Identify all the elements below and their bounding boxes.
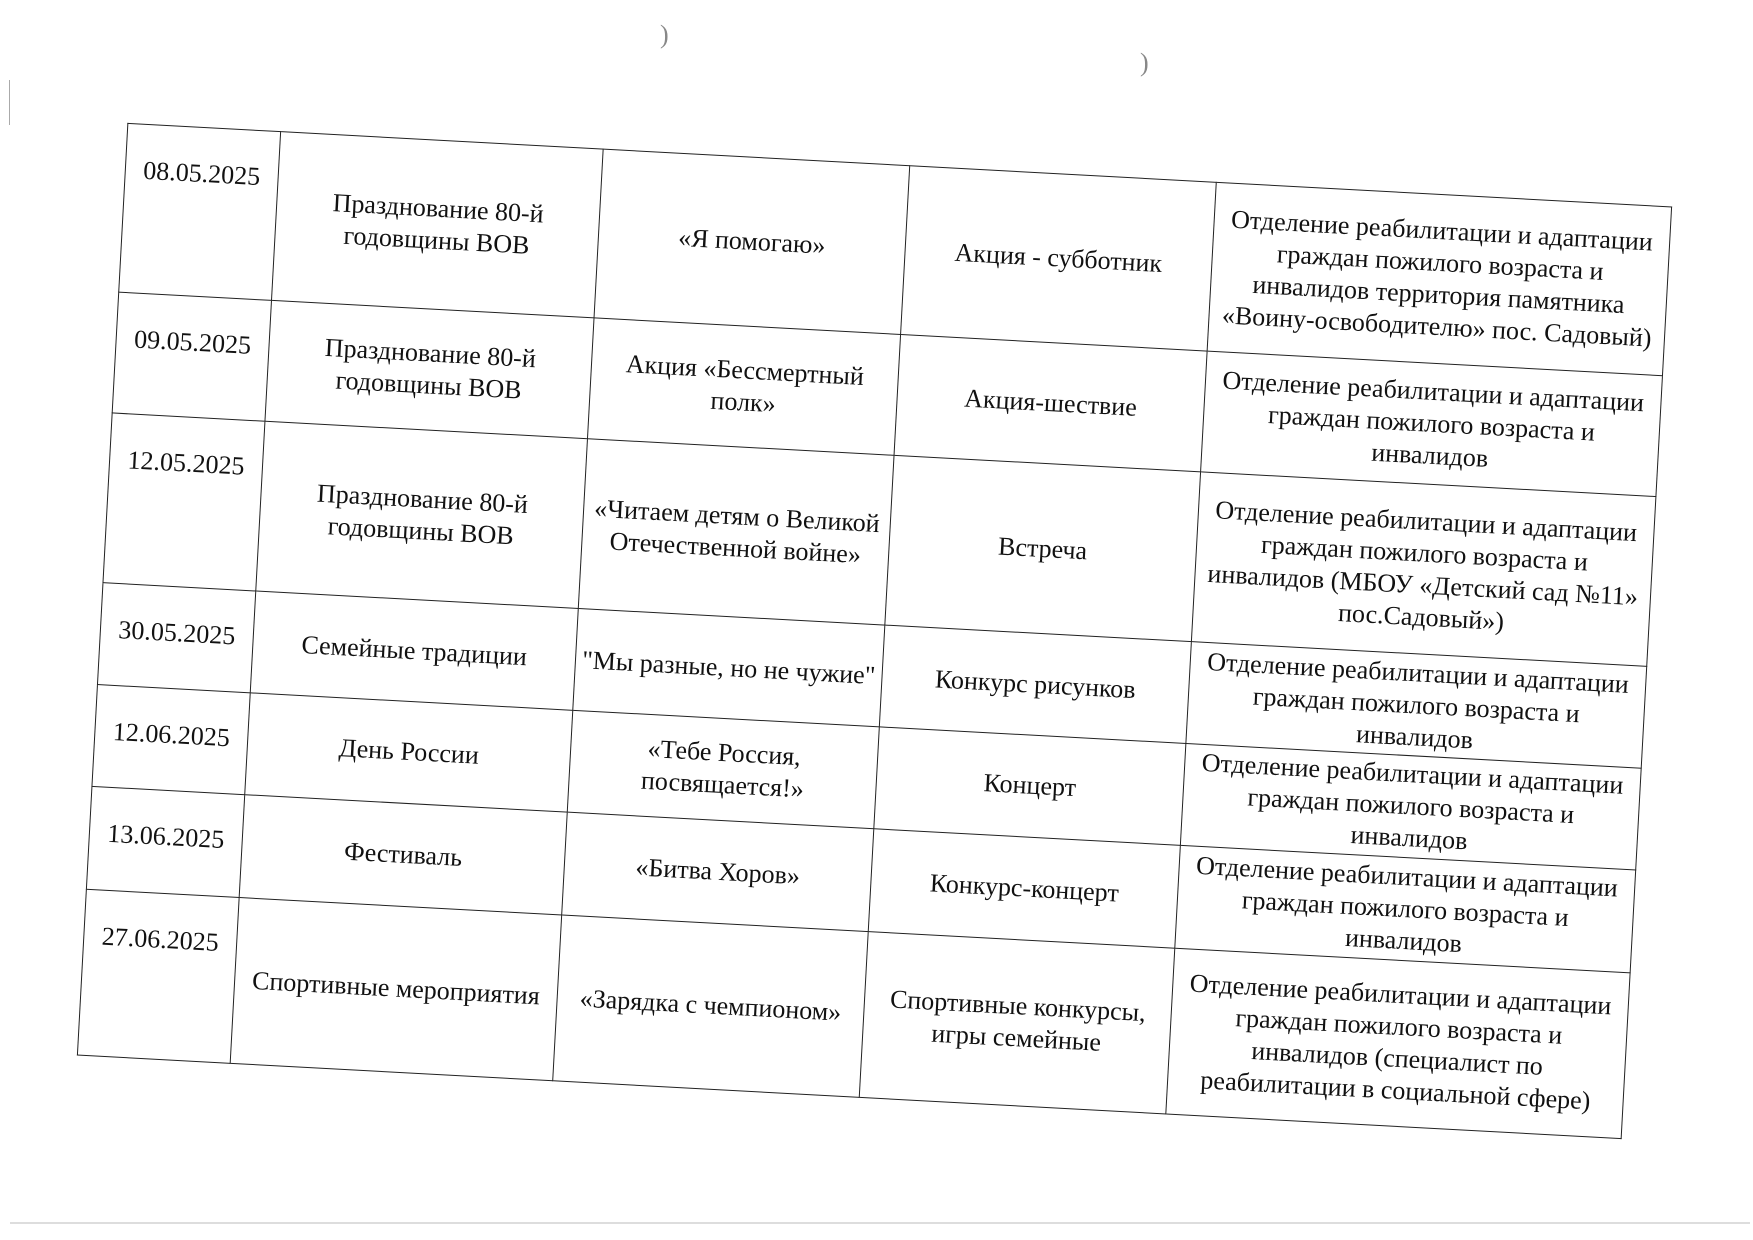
cell-date: 09.05.2025: [112, 292, 271, 421]
cell-theme: Спортивные мероприятия: [230, 897, 562, 1080]
cell-date: 08.05.2025: [119, 123, 281, 300]
scan-artifact: ): [1140, 48, 1149, 77]
cell-date: 27.06.2025: [77, 889, 239, 1063]
cell-theme: День России: [245, 692, 573, 811]
cell-place: Отделение реабилитации и адаптации граждан пожилого возраста и инвалидов (специалист по реабилитации в социальной сфере): [1166, 948, 1630, 1139]
cell-place: Отделение реабилитации и адаптации граждан пожилого возраста и инвалидов: [1201, 351, 1663, 497]
cell-place: Отделение реабилитации и адаптации граждан пожилого возраста и инвалидов: [1175, 845, 1636, 973]
cell-title: «Читаем детям о Великой Отечественной войне»: [578, 439, 894, 626]
cell-form: Акция - субботник: [901, 166, 1217, 352]
cell-title: «Я помогаю»: [594, 149, 910, 335]
cell-form: Концерт: [874, 726, 1186, 845]
cell-title: «Тебе Россия, посвящается!»: [567, 710, 879, 829]
scan-edge: [9, 80, 10, 125]
scan-edge: [10, 1222, 1750, 1224]
cell-title: «Зарядка с чемпионом»: [553, 915, 869, 1098]
cell-form: Конкурс-концерт: [868, 828, 1180, 948]
events-table: [77, 123, 1672, 1139]
cell-place: Отделение реабилитации и адаптации граждан пожилого возраста и инвалидов: [1180, 743, 1641, 870]
cell-title: "Мы разные, но не чужие": [573, 609, 885, 727]
scan-artifact: ): [660, 20, 669, 49]
cell-form: Конкурс рисунков: [879, 626, 1191, 744]
cell-date: 12.06.2025: [92, 684, 250, 794]
cell-place: Отделение реабилитации и адаптации граждан пожилого возраста и инвалидов: [1186, 642, 1647, 768]
cell-place: Отделение реабилитации и адаптации граждан пожилого возраста и инвалидов территория памятника «Воину-освободителю» пос. Садовый): [1207, 182, 1671, 376]
cell-theme: Празднование 80-й годовщины ВОВ: [271, 132, 603, 318]
cell-place: Отделение реабилитации и адаптации граждан пожилого возраста и инвалидов (МБОУ «Детский сад №11» пос.Садовый»): [1191, 472, 1656, 667]
cell-theme: Фестиваль: [239, 794, 567, 914]
cell-form: Спортивные конкурсы, игры семейные: [859, 931, 1175, 1114]
cell-theme: Празднование 80-й годовщины ВОВ: [256, 422, 588, 609]
cell-date: 12.05.2025: [103, 413, 265, 591]
cell-title: «Битва Хоров»: [562, 812, 874, 932]
cell-date: 30.05.2025: [97, 583, 255, 692]
cell-date: 13.06.2025: [86, 786, 244, 897]
cell-form: Встреча: [885, 456, 1201, 643]
cell-title: Акция «Бессмертный полк»: [587, 318, 900, 456]
cell-theme: Семейные традиции: [250, 591, 578, 709]
cell-form: Акция-шествие: [894, 335, 1207, 473]
cell-theme: Празднование 80-й годовщины ВОВ: [265, 301, 594, 439]
